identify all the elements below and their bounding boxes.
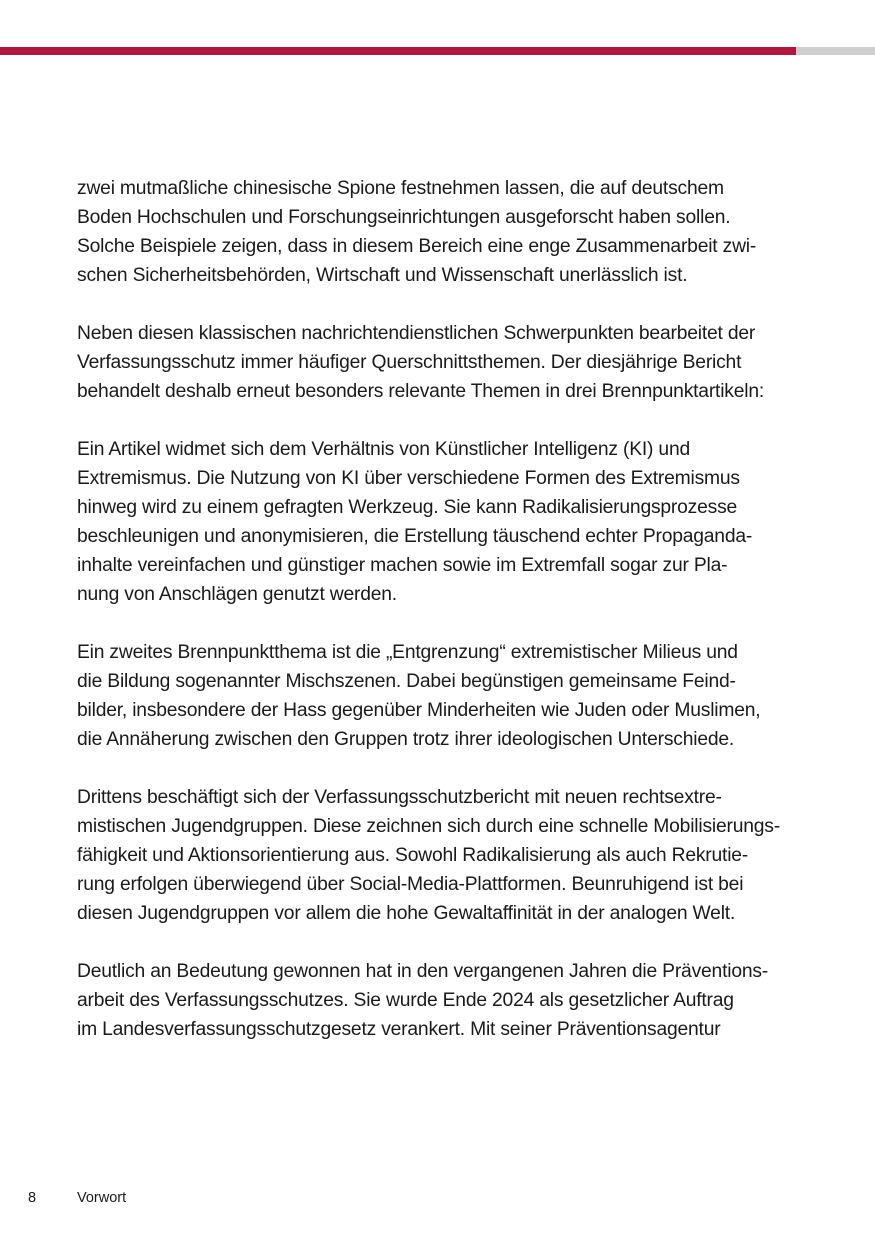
text-line: inhalte vereinfachen und günstiger machen sowie im Extremfall sogar zur Pla- [77,555,728,576]
text-line: rung erfolgen überwiegend über Social-Media-Plattformen. Beunruhigend ist bei [77,874,744,895]
text-line: bilder, insbesondere der Hass gegenüber Minderheiten wie Juden oder Muslimen, [77,700,761,721]
page-footer [0,1190,875,1210]
paragraph [77,638,807,754]
header-gray-bar [796,47,875,55]
text-line: mistischen Jugendgruppen. Diese zeichnen sich durch eine schnelle Mobilisierungs- [77,816,780,837]
header-accent-bar [0,47,796,55]
text-line: behandelt deshalb erneut besonders relevante Themen in drei Brennpunktartikeln: [77,381,765,402]
text-line: Boden Hochschulen und Forschungseinrichtungen ausgeforscht haben sollen. [77,207,731,228]
text-line: Deutlich an Bedeutung gewonnen hat in den vergangenen Jahren die Präventions- [77,961,769,982]
text-line: im Landesverfassungsschutzgesetz verankert. Mit seiner Präventionsagentur [77,1019,721,1040]
paragraph [77,783,807,928]
text-line: Neben diesen klassischen nachrichtendienstlichen Schwerpunkten bearbeitet der [77,323,756,344]
text-line: Solche Beispiele zeigen, dass in diesem Bereich eine enge Zusammenarbeit zwi- [77,236,757,257]
text-line: schen Sicherheitsbehörden, Wirtschaft und Wissenschaft unerlässlich ist. [77,265,688,286]
section-title: Vorwort [77,1190,127,1206]
text-line: die Annäherung zwischen den Gruppen trotz ihrer ideologischen Unterschiede. [77,729,735,750]
page-number: 8 [28,1190,37,1206]
text-line: Verfassungsschutz immer häufiger Querschnittsthemen. Der diesjährige Bericht [77,352,742,373]
text-line: Extremismus. Die Nutzung von KI über verschiedene Formen des Extremismus [77,468,740,489]
text-line: fähigkeit und Aktionsorientierung aus. Sowohl Radikalisierung als auch Rekrutie- [77,845,749,866]
text-line: Drittens beschäftigt sich der Verfassungsschutzbericht mit neuen rechtsextre- [77,787,722,808]
paragraph [77,174,807,290]
text-line: Ein Artikel widmet sich dem Verhältnis von Künstlicher Intelligenz (KI) und [77,439,691,460]
text-line: arbeit des Verfassungsschutzes. Sie wurde Ende 2024 als gesetzlicher Auftrag [77,990,734,1011]
text-line: zwei mutmaßliche chinesische Spione festnehmen lassen, die auf deutschem [77,178,724,199]
paragraph [77,319,807,406]
text-line: die Bildung sogenannter Mischszenen. Dabei begünstigen gemeinsame Feind- [77,671,736,692]
body-text [77,174,807,1073]
paragraph [77,957,807,1044]
text-line: hinweg wird zu einem gefragten Werkzeug. Sie kann Radikalisierungsprozesse [77,497,738,518]
text-line: nung von Anschlägen genutzt werden. [77,584,397,605]
text-line: diesen Jugendgruppen vor allem die hohe Gewaltaffinität in der analogen Welt. [77,903,736,924]
text-line: beschleunigen und anonymisieren, die Erstellung täuschend echter Propaganda- [77,526,753,547]
text-line: Ein zweites Brennpunktthema ist die „Entgrenzung“ extremistischer Milieus und [77,642,738,663]
paragraph [77,435,807,609]
